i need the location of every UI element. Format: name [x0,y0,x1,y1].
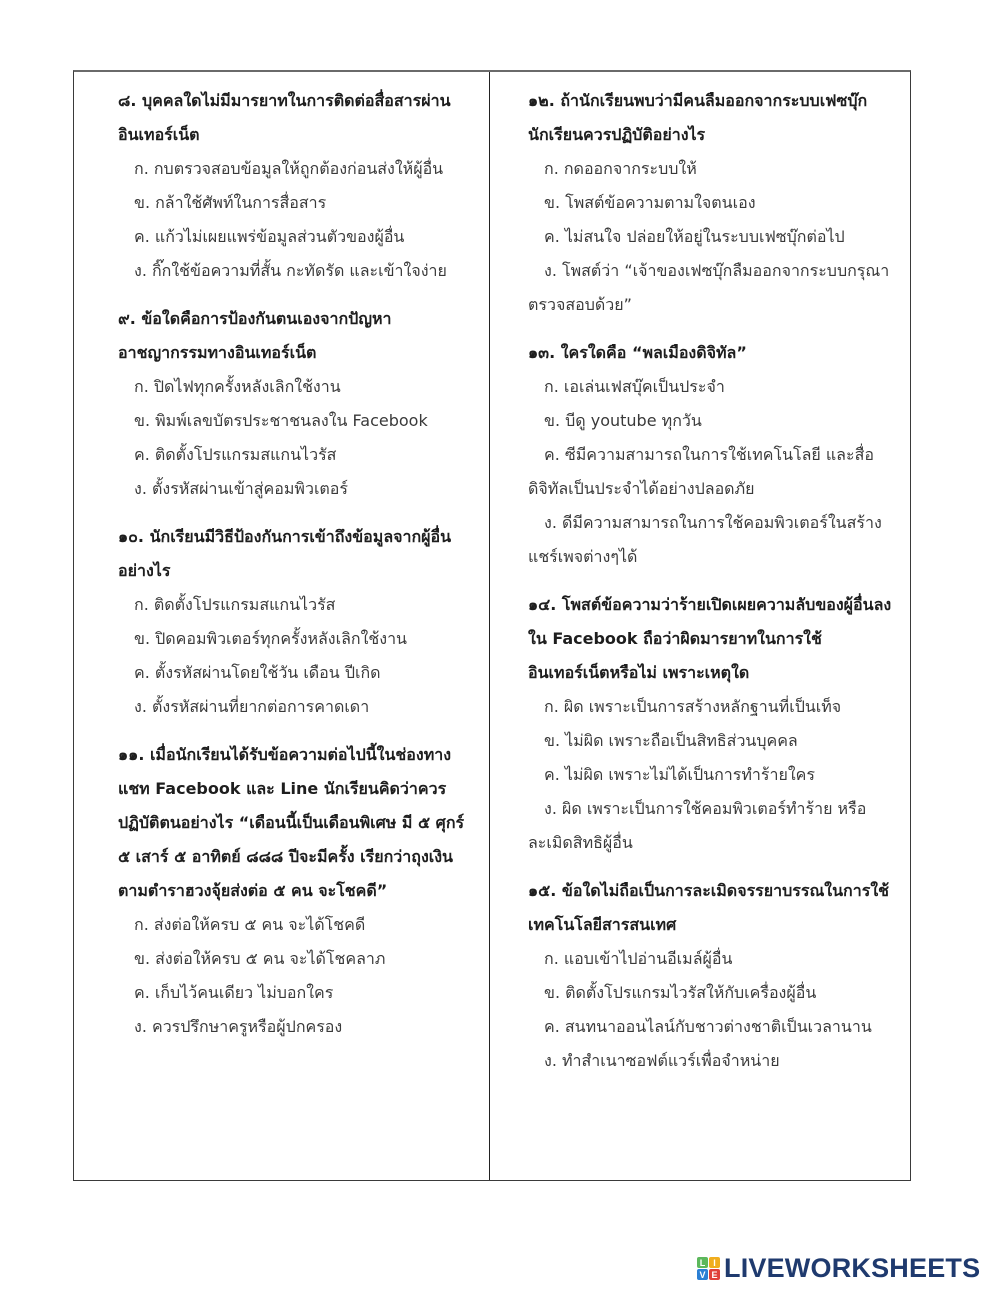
option-c[interactable]: ค. เก็บไว้คนเดียว ไม่บอกใคร [134,983,334,1002]
option-d[interactable]: ง. ตั้งรหัสผ่านเข้าสู่คอมพิวเตอร์ [134,479,348,498]
badge-letter-i: I [709,1257,720,1268]
question-text: ๑๑. เมื่อนักเรียนได้รับข้อความต่อไปนี้ในช่องทางแชท Facebook และ Line นักเรียนคิดว่าควรปฏิบัติตนอย่างไร “เดือนนี้เป็นเดือนพิเศษ มี ๕ ศุกร์ ๕ เสาร์ ๕ อาทิตย์ ๘๘๘ ปีจะมีครั้ง เรียกว่าถุงเงิน ตามตำราฮวงจุ้ยส่งต่อ ๕ คน จะโชคดี” [118,745,465,900]
question-text: ๑๐. นักเรียนมีวิธีป้องกันการเข้าถึงข้อมูลจากผู้อื่นอย่างไร [118,527,452,580]
question-15 [528,874,896,1078]
badge-letter-v: V [697,1269,708,1280]
option-c[interactable]: ค. แก้วไม่เผยแพร่ข้อมูลส่วนตัวของผู้อื่น [134,227,405,246]
option-b[interactable]: ข. ไม่ผิด เพราะถือเป็นสิทธิส่วนบุคคล [544,731,798,750]
question-8 [118,84,479,288]
question-text: ๙. ข้อใดคือการป้องกันตนเองจากปัญหาอาชญากรรมทางอินเทอร์เน็ต [118,309,392,362]
badge-letter-e: E [709,1269,720,1280]
question-13 [528,336,896,574]
question-text: ๘. บุคคลใดไม่มีมารยาทในการติดต่อสื่อสารผ่านอินเทอร์เน็ต [118,91,451,144]
question-text: ๑๒. ถ้านักเรียนพบว่ามีคนลืมออกจากระบบเฟซบุ๊ก นักเรียนควรปฏิบัติอย่างไร [528,91,868,144]
liveworksheets-logo [697,1253,980,1284]
right-column [490,72,910,1180]
option-d[interactable]: ง. ผิด เพราะเป็นการใช้คอมพิวเตอร์ทำร้าย หรือละเมิดสิทธิผู้อื่น [528,799,867,852]
question-text: ๑๓. ใครใดคือ “พลเมืองดิจิทัล” [528,343,747,362]
question-12 [528,84,896,322]
option-b[interactable]: ข. ติดตั้งโปรแกรมไวรัสให้กับเครื่องผู้อื่น [544,983,817,1002]
option-a[interactable]: ก. แอบเข้าไปอ่านอีเมล์ผู้อื่น [544,949,733,968]
left-column [74,72,490,1180]
option-c[interactable]: ค. ไม่ผิด เพราะไม่ได้เป็นการทำร้ายใคร [544,765,815,784]
badge-letter-l: L [697,1257,708,1268]
option-a[interactable]: ก. ส่งต่อให้ครบ ๕ คน จะได้โชคดี [134,915,366,934]
option-b[interactable]: ข. โพสต์ข้อความตามใจตนเอง [544,193,756,212]
question-9 [118,302,479,506]
option-a[interactable]: ก. เอเล่นเฟสบุ๊คเป็นประจำ [544,377,725,396]
option-b[interactable]: ข. ปิดคอมพิวเตอร์ทุกครั้งหลังเลิกใช้งาน [134,629,407,648]
live-badge-icon [697,1257,720,1280]
question-10 [118,520,479,724]
option-b[interactable]: ข. บีดู youtube ทุกวัน [544,411,702,430]
option-b[interactable]: ข. พิมพ์เลขบัตรประชาชนลงใน Facebook [134,411,428,430]
option-a[interactable]: ก. กดออกจากระบบให้ [544,159,697,178]
option-c[interactable]: ค. ติดตั้งโปรแกรมสแกนไวรัส [134,445,337,464]
option-a[interactable]: ก. กบตรวจสอบข้อมูลให้ถูกต้องก่อนส่งให้ผู้อื่น [134,159,444,178]
logo-wordmark: LIVEWORKSHEETS [724,1253,981,1283]
option-b[interactable]: ข. กล้าใช้ศัพท์ในการสื่อสาร [134,193,327,212]
question-text: ๑๕. ข้อใดไม่ถือเป็นการละเมิดจรรยาบรรณในการใช้เทคโนโลยีสารสนเทศ [528,881,889,934]
option-d[interactable]: ง. ควรปรึกษาครูหรือผู้ปกครอง [134,1017,343,1036]
option-a[interactable]: ก. ผิด เพราะเป็นการสร้างหลักฐานที่เป็นเท็จ [544,697,842,716]
option-c[interactable]: ค. ซีมีความสามารถในการใช้เทคโนโลยี และสื่อดิจิทัลเป็นประจำได้อย่างปลอดภัย [528,445,874,498]
option-a[interactable]: ก. ติดตั้งโปรแกรมสแกนไวรัส [134,595,336,614]
worksheet-frame [73,70,911,1181]
option-c[interactable]: ค. ตั้งรหัสผ่านโดยใช้วัน เดือน ปีเกิด [134,663,381,682]
question-11 [118,738,479,1044]
option-b[interactable]: ข. ส่งต่อให้ครบ ๕ คน จะได้โชคลาภ [134,949,386,968]
option-d[interactable]: ง. โพสต์ว่า “เจ้าของเฟซบุ๊กลืมออกจากระบบกรุณาตรวจสอบด้วย” [528,261,890,314]
option-d[interactable]: ง. กิ๊กใช้ข้อความที่สั้น กะทัดรัด และเข้าใจง่าย [134,261,447,280]
option-c[interactable]: ค. สนทนาออนไลน์กับชาวต่างชาติเป็นเวลานาน [544,1017,872,1036]
option-c[interactable]: ค. ไม่สนใจ ปล่อยให้อยู่ในระบบเฟซบุ๊กต่อไป [544,227,845,246]
option-a[interactable]: ก. ปิดไฟทุกครั้งหลังเลิกใช้งาน [134,377,341,396]
option-d[interactable]: ง. ตั้งรหัสผ่านที่ยากต่อการคาดเดา [134,697,370,716]
question-text: ๑๔. โพสต์ข้อความว่าร้ายเปิดเผยความลับของผู้อื่นลงใน Facebook ถือว่าผิดมารยาทในการใช้อินเทอร์เน็ตหรือไม่ เพราะเหตุใด [528,595,892,682]
option-d[interactable]: ง. ดีมีความสามารถในการใช้คอมพิวเตอร์ในสร้างแชร์เพจต่างๆได้ [528,513,882,566]
option-d[interactable]: ง. ทำสำเนาซอฟต์แวร์เพื่อจำหน่าย [544,1051,780,1070]
question-14 [528,588,896,860]
